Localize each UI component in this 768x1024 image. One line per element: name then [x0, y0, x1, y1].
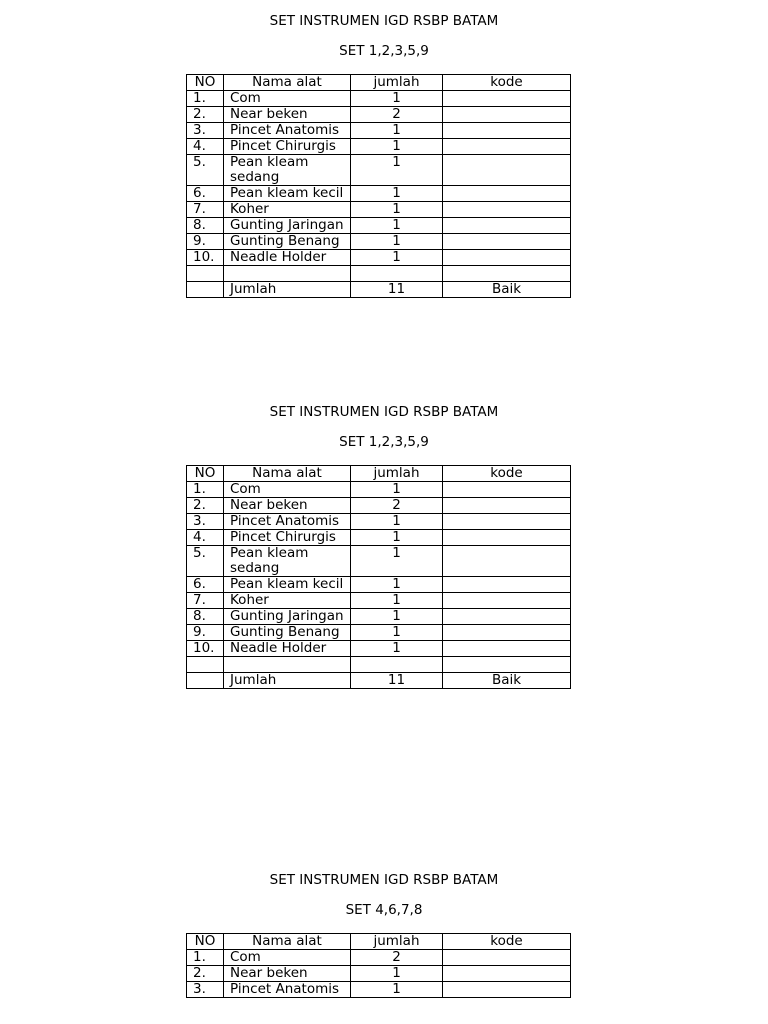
cell-kode [443, 514, 571, 530]
instrument-table [186, 933, 571, 998]
cell-jumlah: 1 [351, 514, 443, 530]
cell-kode [443, 234, 571, 250]
cell-kode [443, 155, 571, 186]
cell-nama-alat: Near beken [224, 498, 351, 514]
cell-nama-alat: Pean kleam sedang [224, 155, 351, 186]
cell-jumlah: 1 [351, 123, 443, 139]
cell-no: 9. [187, 234, 224, 250]
table-row [187, 250, 571, 266]
cell-kode [443, 625, 571, 641]
cell-empty [187, 282, 224, 298]
cell-kode [443, 498, 571, 514]
cell-nama-alat: Koher [224, 593, 351, 609]
cell-empty [224, 266, 351, 282]
cell-empty [187, 266, 224, 282]
cell-nama-alat: Gunting Benang [224, 234, 351, 250]
cell-no: 5. [187, 155, 224, 186]
cell-empty [187, 673, 224, 689]
cell-nama-alat: Koher [224, 202, 351, 218]
header-nama-alat: Nama alat [224, 75, 351, 91]
cell-nama-alat: Gunting Benang [224, 625, 351, 641]
instrument-table [186, 74, 571, 298]
cell-kode [443, 107, 571, 123]
cell-kode [443, 91, 571, 107]
table-row [187, 593, 571, 609]
total-jumlah: 11 [351, 282, 443, 298]
table-row [187, 609, 571, 625]
cell-jumlah: 1 [351, 139, 443, 155]
cell-no: 8. [187, 609, 224, 625]
cell-jumlah: 1 [351, 91, 443, 107]
table-row [187, 950, 571, 966]
table-row [187, 234, 571, 250]
section-title: SET INSTRUMEN IGD RSBP BATAM [269, 872, 499, 888]
cell-empty [187, 657, 224, 673]
cell-nama-alat: Pincet Anatomis [224, 514, 351, 530]
cell-jumlah: 1 [351, 202, 443, 218]
total-label: Jumlah [224, 673, 351, 689]
cell-nama-alat: Gunting Jaringan [224, 218, 351, 234]
table-row [187, 982, 571, 998]
cell-no: 6. [187, 577, 224, 593]
cell-jumlah: 2 [351, 498, 443, 514]
cell-no: 10. [187, 641, 224, 657]
table-row [187, 966, 571, 982]
cell-jumlah: 1 [351, 186, 443, 202]
cell-kode [443, 982, 571, 998]
cell-kode [443, 546, 571, 577]
cell-empty [224, 657, 351, 673]
cell-nama-alat: Neadle Holder [224, 250, 351, 266]
cell-jumlah: 1 [351, 641, 443, 657]
section-subtitle: SET 4,6,7,8 [345, 902, 423, 918]
cell-nama-alat: Pincet Chirurgis [224, 530, 351, 546]
cell-no: 6. [187, 186, 224, 202]
cell-kode [443, 577, 571, 593]
cell-jumlah: 1 [351, 482, 443, 498]
cell-kode [443, 966, 571, 982]
cell-no: 3. [187, 123, 224, 139]
cell-jumlah: 1 [351, 546, 443, 577]
header-nama-alat: Nama alat [224, 466, 351, 482]
cell-jumlah: 1 [351, 577, 443, 593]
cell-kode [443, 482, 571, 498]
instrument-set-section-3 [0, 871, 768, 997]
cell-kode [443, 250, 571, 266]
cell-no: 9. [187, 625, 224, 641]
cell-nama-alat: Pean kleam sedang [224, 546, 351, 577]
table-row [187, 498, 571, 514]
cell-no: 1. [187, 950, 224, 966]
cell-kode [443, 609, 571, 625]
table-row [187, 546, 571, 577]
section-title: SET INSTRUMEN IGD RSBP BATAM [269, 13, 499, 29]
cell-nama-alat: Pean kleam kecil [224, 186, 351, 202]
cell-jumlah: 1 [351, 234, 443, 250]
cell-no: 10. [187, 250, 224, 266]
cell-nama-alat: Com [224, 482, 351, 498]
instrument-set-section-2 [0, 403, 768, 688]
cell-jumlah: 2 [351, 107, 443, 123]
header-jumlah: jumlah [351, 934, 443, 950]
total-row [187, 673, 571, 689]
table-row [187, 218, 571, 234]
empty-row [187, 266, 571, 282]
table-row [187, 202, 571, 218]
cell-jumlah: 1 [351, 155, 443, 186]
cell-jumlah: 1 [351, 530, 443, 546]
total-kode: Baik [443, 673, 571, 689]
cell-empty [351, 266, 443, 282]
cell-no: 8. [187, 218, 224, 234]
cell-jumlah: 1 [351, 593, 443, 609]
table-header-row [187, 75, 571, 91]
header-kode: kode [443, 466, 571, 482]
cell-kode [443, 139, 571, 155]
table-row [187, 625, 571, 641]
total-kode: Baik [443, 282, 571, 298]
cell-no: 5. [187, 546, 224, 577]
cell-jumlah: 1 [351, 609, 443, 625]
cell-nama-alat: Near beken [224, 966, 351, 982]
cell-kode [443, 202, 571, 218]
table-row [187, 107, 571, 123]
empty-row [187, 657, 571, 673]
cell-no: 2. [187, 498, 224, 514]
instrument-set-section-1 [0, 12, 768, 297]
header-no: NO [187, 934, 224, 950]
cell-no: 1. [187, 91, 224, 107]
section-subtitle: SET 1,2,3,5,9 [339, 43, 429, 59]
cell-no: 7. [187, 593, 224, 609]
cell-nama-alat: Pean kleam kecil [224, 577, 351, 593]
header-kode: kode [443, 75, 571, 91]
header-jumlah: jumlah [351, 466, 443, 482]
section-title: SET INSTRUMEN IGD RSBP BATAM [269, 404, 499, 420]
cell-no: 7. [187, 202, 224, 218]
header-nama-alat: Nama alat [224, 934, 351, 950]
table-header-row [187, 466, 571, 482]
cell-jumlah: 1 [351, 966, 443, 982]
table-row [187, 123, 571, 139]
total-label: Jumlah [224, 282, 351, 298]
cell-kode [443, 530, 571, 546]
table-row [187, 155, 571, 186]
cell-no: 4. [187, 530, 224, 546]
table-row [187, 577, 571, 593]
header-no: NO [187, 75, 224, 91]
header-no: NO [187, 466, 224, 482]
table-row [187, 139, 571, 155]
cell-jumlah: 2 [351, 950, 443, 966]
cell-no: 2. [187, 107, 224, 123]
cell-nama-alat: Pincet Anatomis [224, 982, 351, 998]
cell-no: 4. [187, 139, 224, 155]
cell-no: 2. [187, 966, 224, 982]
cell-kode [443, 593, 571, 609]
cell-jumlah: 1 [351, 625, 443, 641]
cell-nama-alat: Pincet Chirurgis [224, 139, 351, 155]
table-row [187, 482, 571, 498]
cell-kode [443, 186, 571, 202]
cell-nama-alat: Com [224, 950, 351, 966]
cell-nama-alat: Near beken [224, 107, 351, 123]
cell-nama-alat: Com [224, 91, 351, 107]
cell-kode [443, 123, 571, 139]
table-row [187, 641, 571, 657]
cell-kode [443, 641, 571, 657]
table-row [187, 91, 571, 107]
table-header-row [187, 934, 571, 950]
total-row [187, 282, 571, 298]
cell-no: 3. [187, 514, 224, 530]
cell-empty [351, 657, 443, 673]
cell-jumlah: 1 [351, 218, 443, 234]
cell-kode [443, 950, 571, 966]
cell-nama-alat: Pincet Anatomis [224, 123, 351, 139]
instrument-table [186, 465, 571, 689]
cell-jumlah: 1 [351, 982, 443, 998]
cell-empty [443, 266, 571, 282]
table-row [187, 530, 571, 546]
cell-jumlah: 1 [351, 250, 443, 266]
cell-nama-alat: Neadle Holder [224, 641, 351, 657]
header-jumlah: jumlah [351, 75, 443, 91]
cell-kode [443, 218, 571, 234]
cell-empty [443, 657, 571, 673]
section-subtitle: SET 1,2,3,5,9 [339, 434, 429, 450]
cell-no: 1. [187, 482, 224, 498]
table-row [187, 514, 571, 530]
total-jumlah: 11 [351, 673, 443, 689]
cell-no: 3. [187, 982, 224, 998]
table-row [187, 186, 571, 202]
cell-nama-alat: Gunting Jaringan [224, 609, 351, 625]
header-kode: kode [443, 934, 571, 950]
